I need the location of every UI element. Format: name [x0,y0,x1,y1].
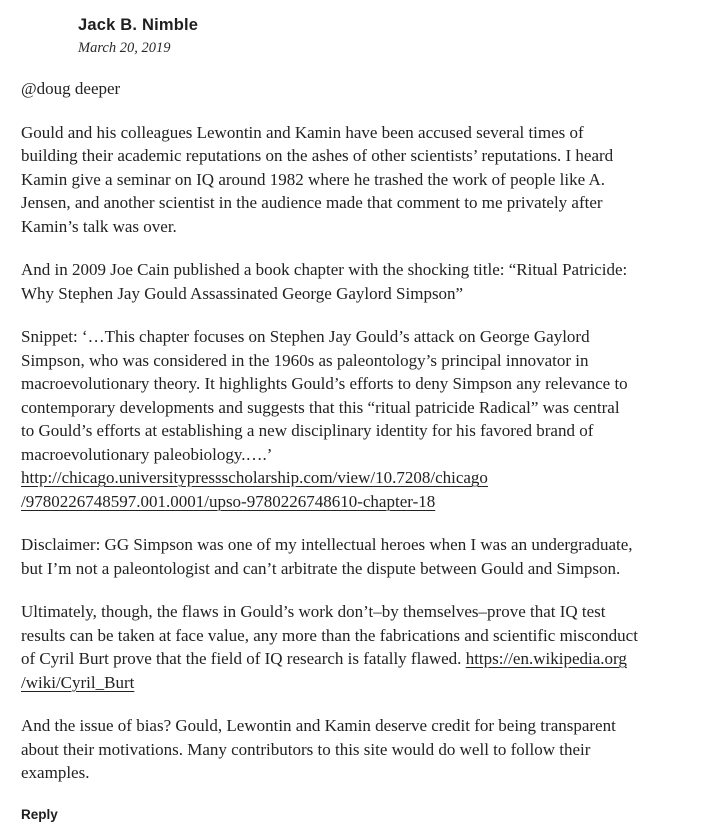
paragraph [21,77,711,101]
paragraph [21,121,711,239]
text-line: examples. [21,763,90,782]
chicago-link-line-2 [21,490,711,514]
text-line: Simpson, who was considered in the 1960s as paleontology’s principal innovator in [21,350,589,370]
text-segment: of Cyril Burt prove that the field of IQ research is fatally flawed. [21,649,462,668]
text-line: building their academic reputations on the ashes of other scientists’ reputations. I heard [21,146,614,165]
text-line: And the issue of bias? Gould, Lewontin and Kamin deserve credit for being transparent [21,716,616,735]
text-line: macroevolutionary paleobiology.….’ [21,444,273,464]
text-line: Gould and his colleagues Lewontin and Kamin have been accused several times of [21,122,584,142]
text-line: Ultimately, though, the flaws in Gould’s work don’t–by themselves–prove that IQ test [21,602,606,621]
comment-body [21,77,711,805]
text-line: but I’m not a paleontologist and can’t arbitrate the dispute between Gould and Simpson. [21,558,621,578]
text-line: about their motivations. Many contributors to this site would do well to follow their [21,739,591,759]
chicago-link[interactable]: http://chicago.universitypressscholarship.com/view/10.7208/chicago [21,468,488,487]
paragraph [21,600,711,694]
text-line: macroevolutionary theory. It highlights Gould’s efforts to deny Simpson any relevance to [21,374,628,393]
paragraph [21,325,711,513]
text-line: Jensen, and another scientist in the audience made that comment to me privately after [21,193,603,212]
text-line-with-link [21,647,711,671]
chicago-link-continued[interactable]: /9780226748597.001.0001/upso-9780226748610-chapter-18 [21,491,436,511]
text-line: Kamin give a seminar on IQ around 1982 where he trashed the work of people like A. [21,169,605,189]
paragraph [21,714,711,785]
text-line: @doug deeper [21,79,121,98]
chicago-link-line-1 [21,466,711,490]
wikipedia-link[interactable]: https://en.wikipedia.org [465,649,627,668]
text-line: results can be taken at face value, any more than the fabrications and scientific misconduct [21,625,638,645]
comment-date[interactable]: March 20, 2019 [78,40,171,56]
wikipedia-link-continued[interactable]: /wiki/Cyril_Burt [21,672,135,692]
text-line: And in 2009 Joe Cain published a book chapter with the shocking title: “Ritual Patricide: [21,260,628,279]
text-line: Disclaimer: GG Simpson was one of my intellectual heroes when I was an undergraduate, [21,535,633,554]
text-line: contemporary developments and suggests that this “ritual patricide Radical” was central [21,397,620,417]
text-line: Snippet: ‘…This chapter focuses on Stephen Jay Gould’s attack on George Gaylord [21,327,590,346]
comment-author[interactable]: Jack B. Nimble [78,16,199,34]
text-line: Why Stephen Jay Gould Assassinated George Gaylord Simpson” [21,283,464,303]
paragraph [21,533,711,580]
text-line: Kamin’s talk was over. [21,216,177,236]
text-line: to Gould’s efforts at establishing a new disciplinary identity for his favored brand of [21,421,594,440]
paragraph [21,258,711,305]
reply-button[interactable]: Reply [21,807,58,822]
wikipedia-link-line-2 [21,671,711,695]
